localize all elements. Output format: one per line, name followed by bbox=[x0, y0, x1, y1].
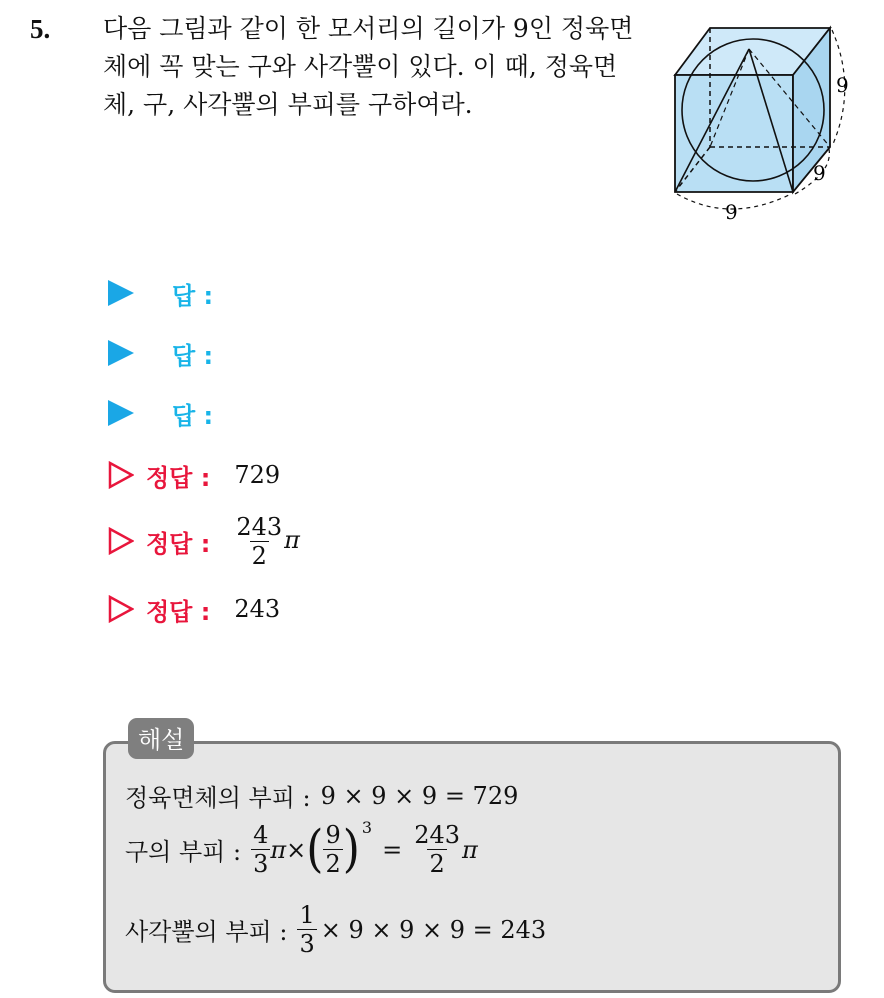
fraction: $\frac{9}{2}$ bbox=[325, 821, 341, 878]
correct-answer-value: $\frac{243}{2}$ π bbox=[236, 512, 300, 570]
answer-blank-row[interactable] bbox=[108, 393, 213, 433]
correct-answer-label: 정답 : bbox=[146, 597, 211, 626]
dimension-label: 9 bbox=[836, 73, 849, 97]
question-number: 5. bbox=[30, 14, 51, 44]
answer-blank-row[interactable] bbox=[108, 273, 213, 313]
play-triangle-icon bbox=[108, 400, 134, 426]
question-line: 체에 꼭 맞는 구와 사각뿔이 있다. 이 때, 정육면 bbox=[103, 52, 618, 81]
dimension-label: 9 bbox=[813, 161, 826, 185]
correct-answer-row bbox=[108, 589, 280, 629]
correct-answer-value: 243 bbox=[234, 595, 281, 623]
outline-triangle-icon bbox=[108, 527, 134, 555]
cube-figure bbox=[665, 12, 865, 230]
outline-triangle-icon bbox=[108, 595, 134, 623]
fraction: $\frac{4}{3}$ bbox=[253, 821, 269, 878]
question-line: 체, 구, 사각뿔의 부피를 구하여라. bbox=[103, 90, 473, 119]
outline-triangle-icon bbox=[108, 461, 134, 489]
fraction: $\frac{243}{2}$ bbox=[236, 512, 283, 570]
question-text bbox=[103, 10, 648, 124]
play-triangle-icon bbox=[108, 340, 134, 366]
fraction: $\frac{1}{3}$ bbox=[299, 901, 315, 958]
answer-label: 답 : bbox=[172, 281, 214, 310]
answer-blank-row[interactable] bbox=[108, 333, 213, 373]
correct-answer-label: 정답 : bbox=[146, 463, 211, 492]
dimension-label: 9 bbox=[725, 200, 738, 224]
correct-answer-value: 729 bbox=[234, 461, 281, 489]
answer-label: 답 : bbox=[172, 401, 214, 430]
solution-line-cube: 정육면체의 부피 : 9 × 9 × 9 = 729 bbox=[125, 781, 519, 812]
correct-answer-row bbox=[108, 512, 300, 570]
solution-tag: 해설 bbox=[128, 718, 194, 759]
solution-line-sphere: 구의 부피 : $\frac{4}{3}$ π × ( $\frac{9}{2}$ ) 3 = $\frac{243}{2}$ π bbox=[125, 818, 478, 879]
play-triangle-icon bbox=[108, 280, 134, 306]
fraction: $\frac{243}{2}$ bbox=[414, 821, 460, 878]
answer-label: 답 : bbox=[172, 341, 214, 370]
question-line: 다음 그림과 같이 한 모서리의 길이가 9인 정육면 bbox=[103, 14, 634, 43]
correct-answer-row bbox=[108, 455, 280, 495]
correct-answer-label: 정답 : bbox=[146, 529, 211, 558]
solution-line-pyramid: 사각뿔의 부피 : $\frac{1}{3}$ × 9 × 9 × 9 = 243 bbox=[125, 901, 547, 958]
